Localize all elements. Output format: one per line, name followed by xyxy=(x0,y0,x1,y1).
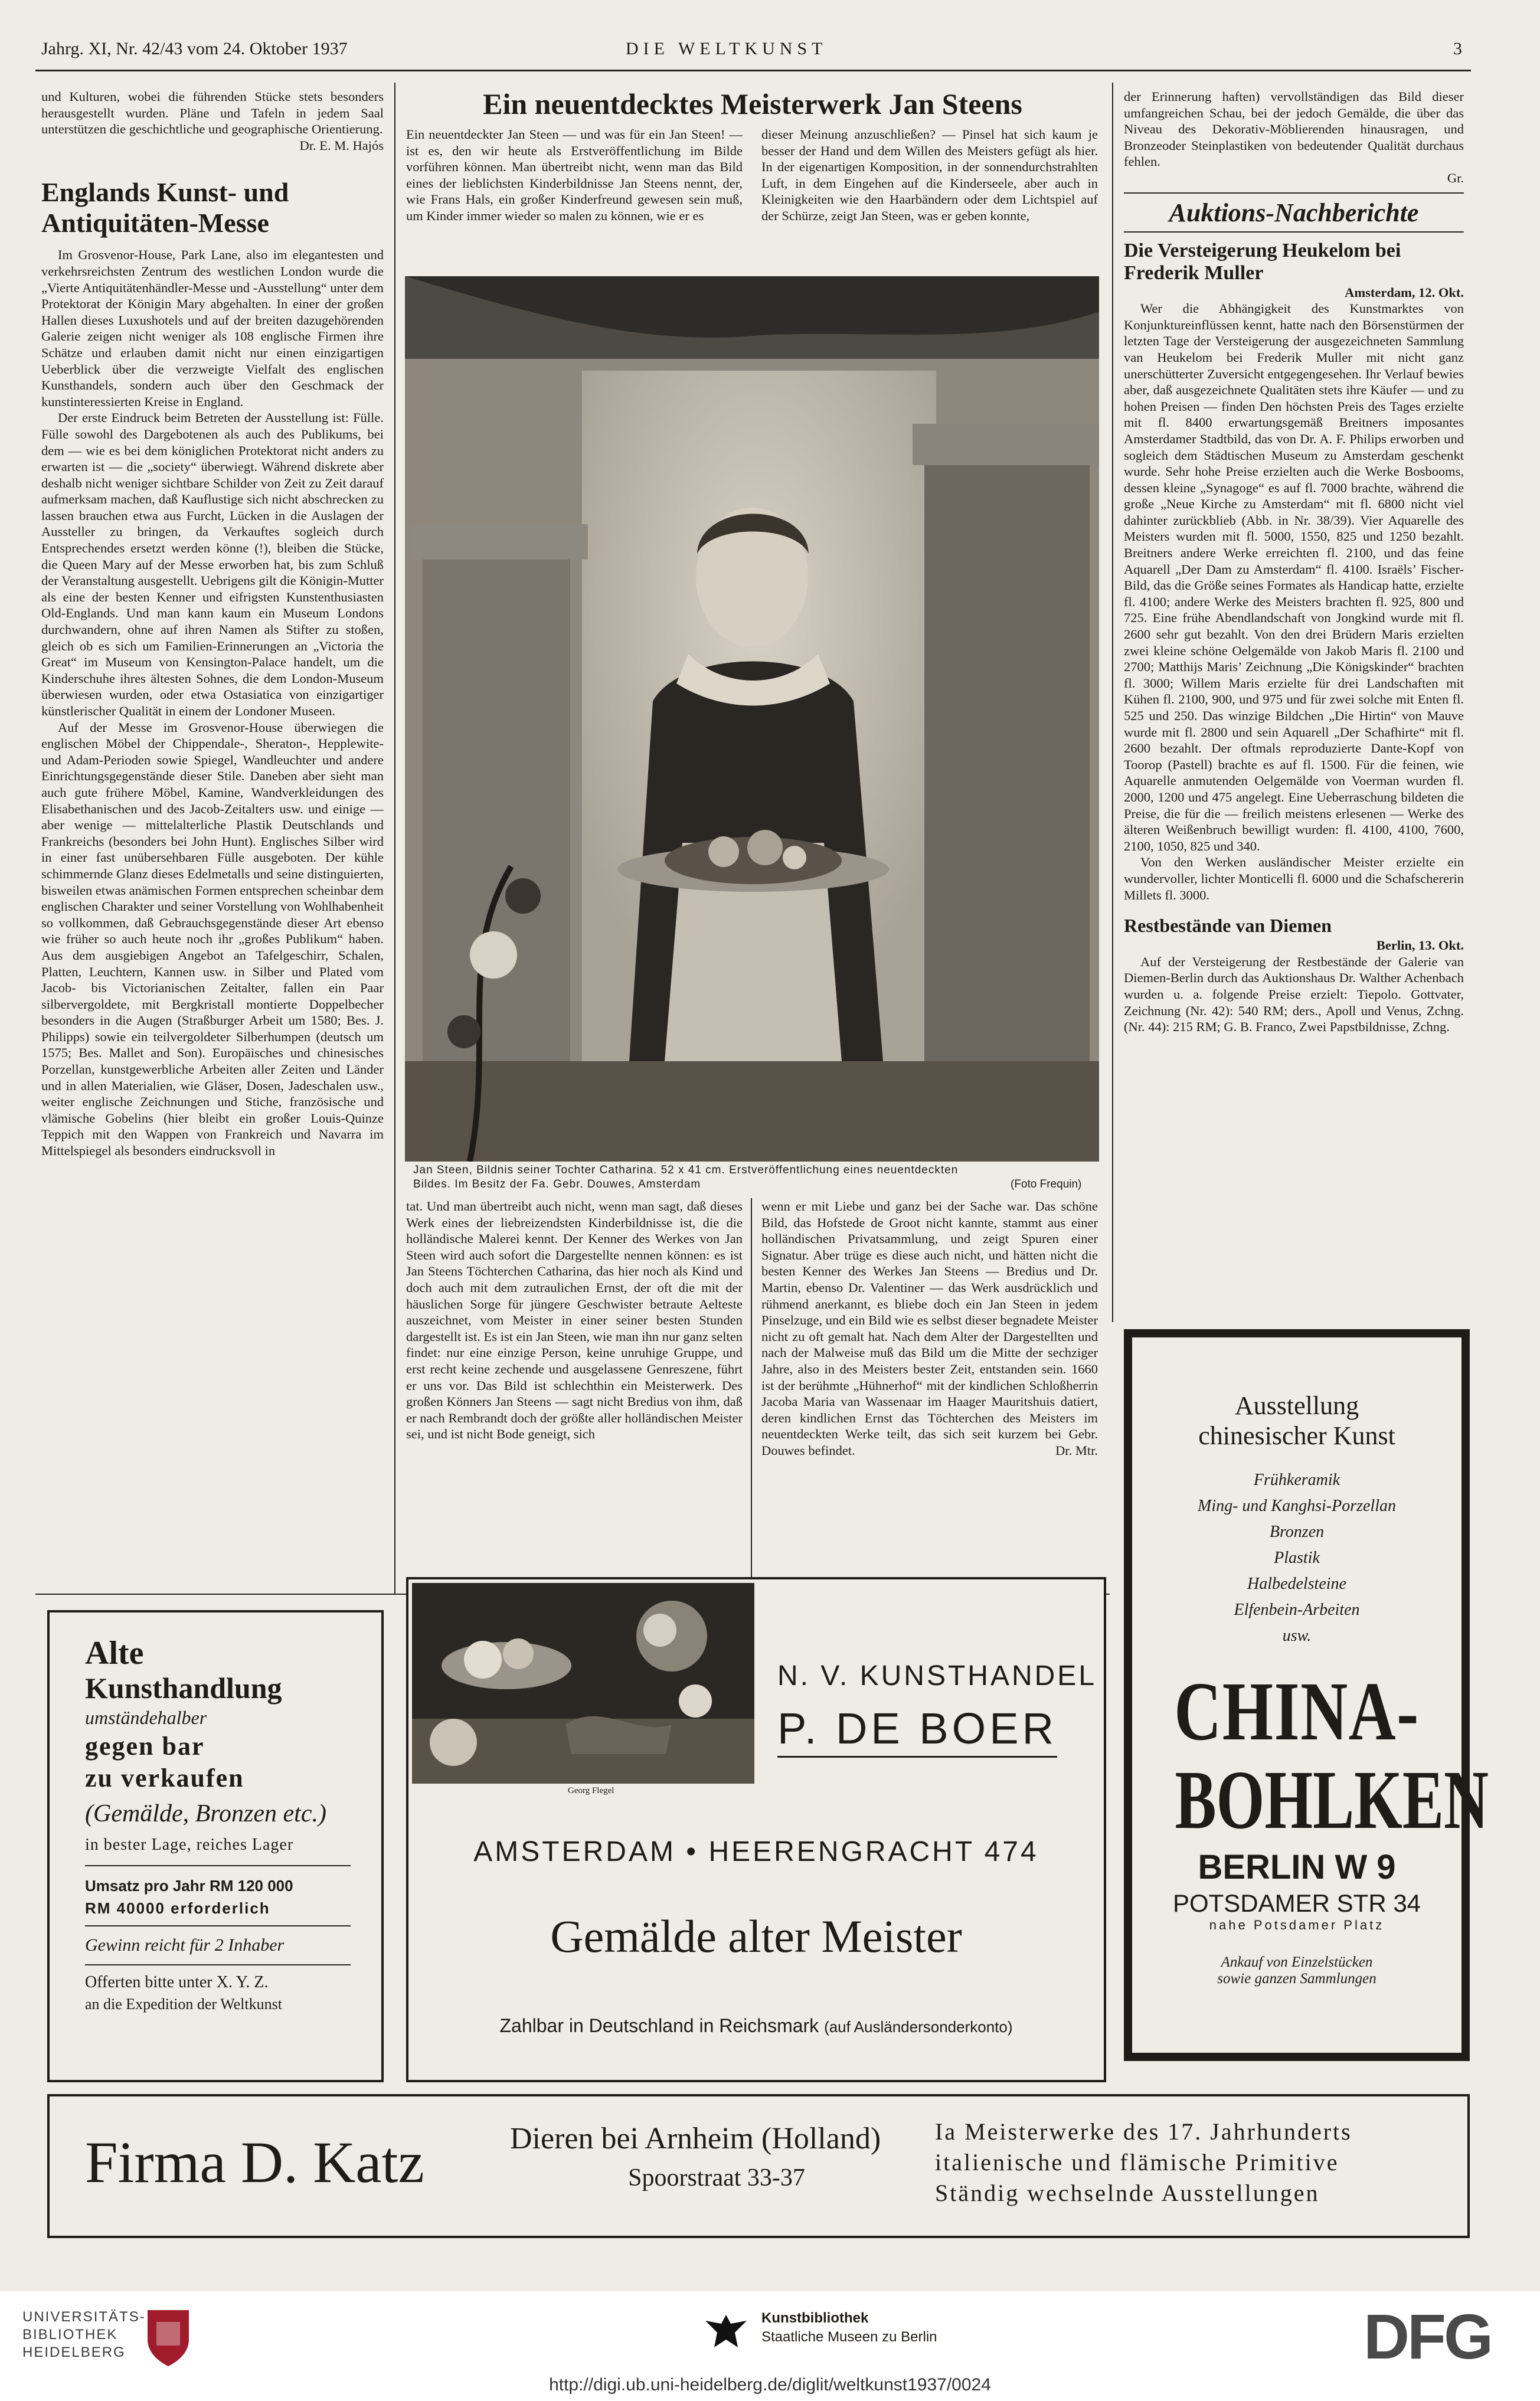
intro-signature: Dr. E. M. Hajós xyxy=(299,138,384,153)
intro-signature: Gr. xyxy=(1447,170,1464,185)
ad-heading: gegen bar xyxy=(85,1732,205,1761)
ad-text: Ständig wechselnde Ausstellungen xyxy=(935,2180,1320,2206)
ad-slogan: Gemälde alter Meister xyxy=(550,1911,962,1962)
partner-name: Staatliche Museen zu Berlin xyxy=(761,2329,937,2345)
article-paragraph: wenn er mit Liebe und ganz bei der Sache war. Das schöne Bild, das Hofstede de Groot nicht kannte, stammt aus einer holländischen Privatsammlung, und zeigt Spuren einer Signatur. Aber trüge es diese auch nicht, und hätten nicht die besten Kenner des Werkes Jan Steens — Bredius und Dr. Martin, ebenso Dr. Valentiner — das Werk ausdrücklich und rühmend anerkannt, es bliebe doch ein Jan Steen in jedem Pinselzuge, und ein Bild wie es selbst dieser begnadete Meister nicht zu oft gemalt hat. Nach dem Alter der Dargestellten und nach der Malweise muß das Bild um die Mitte der sechziger Jahre, also in des Meisters bester Zeit, entstanden sein. 1660 ist der berühmte „Hühnerhof“ mit der kindlichen Schloßherrin Jacoba Maria van Wassenaar im Haager Mauritshuis datiert, deren kindlichen Ernst das Töchterchen des Meisters im neuentdeckten Werke teilt, das sich seit kurzem bei Gebr. Douwes befindet. xyxy=(761,1199,1098,1458)
column-1 xyxy=(41,89,384,1599)
header-rule xyxy=(35,70,1471,71)
report-dateline: Amsterdam, 12. Okt. xyxy=(1345,284,1464,300)
ad-china-bohlken xyxy=(1124,1329,1489,2061)
ad-alte-kunsthandlung xyxy=(47,1610,384,2082)
section-title: Auktions-Nachberichte xyxy=(1169,198,1419,227)
section-rule xyxy=(1124,192,1464,194)
ad-near: nahe Potsdamer Platz xyxy=(1209,1918,1385,1932)
intro-text: der Erinnerung haften) vervollständigen das Bild dieser umfangreichen Schau, bei der jedoch Gemälde, die über das Niveau des Dekorativ-Möblierenden hinausragen, und Bronzeoder Steinplastiken von bedeutender Qualität durchaus fehlen. xyxy=(1124,89,1464,169)
ad-rule xyxy=(85,1865,351,1866)
partner-name: Kunstbibliothek xyxy=(761,2310,869,2326)
ad-note xyxy=(408,2015,1104,2037)
page-number: 3 xyxy=(1453,39,1462,58)
ad-street: POTSDAMER STR 34 xyxy=(1172,1889,1421,1917)
ad-text: Ia Meisterwerke des 17. Jahrhunderts xyxy=(935,2118,1352,2145)
ad-text: umständehalber xyxy=(85,1707,207,1728)
ad-text: Gewinn reicht für 2 Inhaber xyxy=(85,1935,285,1955)
ad-heading: Alte xyxy=(85,1635,144,1671)
ad-heading: Kunsthandlung xyxy=(85,1671,282,1705)
report-heading: Restbestände van Diemen xyxy=(1124,915,1332,937)
ad-text: Umsatz pro Jahr RM 120 000 xyxy=(85,1877,293,1895)
article-paragraph: Der erste Eindruck beim Betreten der Ausstellung ist: Fülle. Fülle sowohl des Dargebotenen als auch des Publikums, bei dem — wie es bei dem königlichen Protektorat nicht anders zu erwarten ist — die „society“ überwiegt. Während diskrete aber deshalb nicht weniger sichtbare Schilder von Zeit zu Zeit darauf aufmerksam machen, daß Kauflustige sich nicht abschrecken zu lassen brauchen etwa aus Furcht, Lücken in die Auslagen der Aussteller zu bringen, da Verkauftes sogleich durch Entsprechendes ersetzt werden könne (!), bleiben die Stücke, die Queen Mary auf der Messe erworben hat, bis zum Schluß der Veranstaltung ausgestellt. Uebrigens gilt die Königin-Mutter als eine der besten Kenner und eifrigsten Kunstenthusiasten Old-Englands. Und man kann kaum ein Museum Londons durchwandern, ohne auf ihren Namen als Stifter zu stoßen, gleich ob es sich um Familien-Erinnerungen an „Victoria the Great“ im Museum von Kensington-Palace handelt, um die Kinderschuhe ihres ältesten Sohnes, die dem London-Museum überwiesen wurden, oder etwa Ostasiatica von einzigartiger künstlerischer Qualität in einem der Londoner Museen. xyxy=(41,410,384,718)
column-rule xyxy=(394,83,395,1594)
ad-street: Spoorstraat 33-37 xyxy=(628,2164,805,2191)
ad-city: BERLIN W 9 xyxy=(1198,1848,1396,1886)
ad-heading: P. DE BOER xyxy=(777,1703,1057,1758)
university-seal-icon xyxy=(142,2304,195,2369)
center-top-right-text: dieser Meinung anzuschließen? — Pinsel hat sich kaum je besser der Hand und dem Willen des Meisters gefügt als hier. In der eigenartigen Komposition, in der sonnendurchstrahlten Luft, in dem Eingehen auf die Kinderseele, aber auch in Kleinigkeiten wie den Haarbändern oder dem Lichtspiel auf der Schürze, zeigt Jan Steen, was er geben konnte, xyxy=(761,127,1098,223)
ad-payment-note: (auf Ausländersonderkonto) xyxy=(824,2018,1013,2036)
article-title: Englands Kunst- und Antiquitäten-Messe xyxy=(41,177,289,238)
ad-note: sowie ganzen Sammlungen xyxy=(1217,1971,1376,1987)
ad-item: Plastik xyxy=(1274,1549,1320,1567)
ad-address: AMSTERDAM • HEERENGRACHT 474 xyxy=(473,1836,1039,1867)
ad-firma-katz xyxy=(47,2094,1470,2238)
ad-text: RM 40000 erforderlich xyxy=(85,1899,270,1917)
ad-text: Offerten bitte unter X. Y. Z. xyxy=(85,1973,269,1991)
source-url[interactable]: http://digi.ub.uni-heidelberg.de/diglit/weltkunst1937/0024 xyxy=(549,2375,991,2395)
running-header-title: DIE WELTKUNST xyxy=(626,39,828,58)
article-title: Ein neuentdecktes Meisterwerk Jan Steens xyxy=(483,87,1022,120)
report-heading: Die Versteigerung Heukelom bei Frederik Muller xyxy=(1124,239,1401,284)
still-life-painting xyxy=(412,1583,754,1784)
report-paragraph: Auf der Versteigerung der Restbestände der Galerie van Diemen-Berlin durch das Auktionshaus Dr. Walther Achenbach wurden u. a. folgende Preise erzielt: Tiepolo. Gottvater, Zeichnung (Nr. 42): 540 RM; ders., Apoll und Venus, Zchng. (Nr. 44): 215 RM; G. B. Franco, Zwei Papstbildnisse, Zchng. xyxy=(1124,954,1464,1035)
dfg-logo: DFG xyxy=(1364,2301,1491,2372)
column-4 xyxy=(1124,89,1464,1316)
ad-text: an die Expedition der Weltkunst xyxy=(85,1996,282,2013)
article-signature: Dr. Mtr. xyxy=(1055,1442,1098,1458)
ad-text: in bester Lage, reiches Lager xyxy=(85,1836,294,1854)
section-rule xyxy=(1124,231,1464,233)
intro-text: und Kulturen, wobei die führenden Stücke stets besonders herausgestellt wurden. Pläne und Tafeln in jedem Saal unterstützen die geschichtliche und geographische Orientierung. xyxy=(41,89,384,137)
ad-rule xyxy=(85,1964,351,1965)
ad-p-de-boer xyxy=(406,1577,1106,2082)
eagle-icon xyxy=(702,2309,750,2350)
ad-text: (Gemälde, Bronzen etc.) xyxy=(85,1800,326,1827)
ad-brand: BOHLKEN xyxy=(1175,1753,1489,1846)
article-paragraph: Auf der Messe im Grosvenor-House überwiegen die englischen Möbel der Chippendale-, Sheraton-, Hepplewite- und Adam-Perioden sowie Spiegel, Wandleuchter und andere Einrichtungsgegenstände dieser Stile. Daneben aber sieht man auch gute frühere Möbel, Kamine, Wandverkleidungen des Elisabethanischen und des Jacob-Zeitalters usw. und einige — aber wenige — mittelalterliche Plastik Deutschlands und Frankreichs (besonders bei John Hunt). Englisches Silber wird in einer fast unübersehbaren Fülle ausgeboten. Der kühle schimmernde Glanz dieses Edelmetalls und seine distinguierten, bisweilen etwas anämischen Formen entsprechen scheinbar dem englischen Charakter und seiner Vorstellung von Wohlhabenheit so vollkommen, daß Gebrauchsgegenstände dieser Art ebenso wie früher so auch heute noch ihr „großes Publikum“ haben. Aus dem ausgiebigen Angebot an Tafelgeschirr, Schalen, Platten, Leuchtern, Kannen usw. in Silber und Plated vom Jacob- bis Victorianischen Zeitalter, fallen ein Paar silbervergoldete, mit Bergkristall montierte Doppelbecher besonders in die Augen (Straßburger Arbeit um 1580; Bes. J. Philipps) sowie ein teilvergoldeter Silberhumpen (deutsch um 1575; Bes. Mallet and Son). Europäisches und chinesisches Porzellan, kunstgewerbliche Arbeiten aller Zeiten und Länder und in allen Materialien, wie Gläser, Dosen, Jadeschalen usw., weiter englische Zeichnungen und Stiche, französische und vlämische Gobelins (hier bleibt ein großer Louis-Quinze Teppich mit den Wappen von Frankreich und Navarra im Mittelspiegel als besonders eindrucksvoll in xyxy=(41,719,384,1159)
footer-band xyxy=(0,2291,1540,2401)
painting-caption-line-2: Bildes. Im Besitz der Fa. Gebr. Douwes, Amsterdam xyxy=(413,1178,701,1190)
article-paragraph: Im Grosvenor-House, Park Lane, also im elegantesten und verkehrsreichsten Zentrum des westlichen London wurde die „Vierte Antiquitätenhändler-Messe und -Ausstellung“ unter dem Protektorat der Königin Mary abgehalten. In einer der großen Hallen dieses Luxushotels und auf der breiten dazugehörenden Galerie zeigen nicht weniger als 108 englische Firmen ihre Schätze und erlauben damit nicht nur einen einzigartigen Ueberblick über die verzweigte Vielfalt des englischen Kunsthandels, sondern auch über den Geschmack der kunstinteressierten Kreise in England. xyxy=(41,247,384,409)
ad-item: usw. xyxy=(1282,1627,1312,1645)
center-bottom-right-text xyxy=(761,1198,1098,1588)
ad-item: Frühkeramik xyxy=(1253,1471,1340,1489)
center-top-left-text: Ein neuentdeckter Jan Steen — und was für ein Jan Steen! — ist es, den wir heute als Erstveröffentlichung im Bilde vorführen können. Man übertreibt nicht, wenn man das Bild eines der lieblichsten Kinderbildnisse Jan Steens nennt, der, wie Frans Hals, ein großer Kinderfreund gewesen sein muß, um Kinder immer wieder so malen zu können, wie er es xyxy=(406,127,743,223)
center-bottom-left-text: tat. Und man übertreibt auch nicht, wenn man sagt, daß dieses Werk eines der liebreizendsten Kinderbildnisse ist, die die holländische Malerei kennt. Der Kenner des Werkes von Jan Steen wird auch sofort die Dargestellte nennen können: es ist Jan Steens Töchterchen Catharina, das hier noch als Kind und doch auch mit dem zutraulichen Ernst, der oft die mit der häuslichen Sorge für jüngere Geschwister betraute Aelteste auszeichnet, vom Meister in einer seiner besten Stunden dargestellt ist. Es ist ein Jan Steen, wie man ihn nur ganz selten findet: nur eine einzige Person, keine unruhige Gruppe, und erst recht keine zechende und ausgelassene Genreszene, führt er uns vor. Das Bild ist schlechthin ein Meisterwerk. Des großen Könners Jan Steens — sagt nicht Bredius von ihm, daß er nach Rembrandt doch der größte aller holländischen Meister sei, und ist nicht Bode geneigt, sich xyxy=(406,1199,743,1442)
painting-caption: Georg Flegel xyxy=(568,1786,614,1795)
library-name: UNIVERSITÄTS- xyxy=(22,2309,146,2325)
report-dateline: Berlin, 13. Okt. xyxy=(1376,938,1464,953)
ad-firm-name: Firma D. Katz xyxy=(85,2130,424,2195)
ad-heading: Ausstellung xyxy=(1234,1391,1359,1420)
ad-rule xyxy=(85,1925,351,1926)
ad-note: Ankauf von Einzelstücken xyxy=(1221,1954,1373,1970)
ad-text: italienische und flämische Primitive xyxy=(935,2149,1339,2176)
report-paragraph: Wer die Abhängigkeit des Kunstmarktes von Konjunktureinflüssen kennt, hatte nach den Börsenstürmen der letzten Tage der Versteigerung der ausgezeichneten Sammlung van Heukelom bei Frederik Muller mit nicht ganz unerschütterter Zuversicht entgegengesehen. Ihr Verlauf bewies aber, daß ausgezeichnete Qualitäten stets ihre Käufer — und zu hohen Preisen — finden Den höchsten Preis des Tages erzielte mit fl. 8400 erwartungsgemäß Breitners imposantes Amsterdamer Stadtbild, das von Dr. A. F. Philips erworben und sogleich dem Städtischen Museum zu Amsterdam geschenkt wurde. Sehr hohe Preise erzielten auch die Werke Bosbooms, dessen kleine „Synagoge“ es auf fl. 7000 brachte, während die große „Neue Kirche zu Amsterdam“ mit fl. 6800 nicht viel dahinter zurückblieb (Abb. in Nr. 38/39). Vier Aquarelle des Meisters wurden mit fl. 5000, 1550, 825 und 1250 bezahlt. Breitners andere Werke erreichten fl. 2100, und das feine Aquarell „Der Dam zu Amsterdam“ fl. 4100. Israëls’ Fischer-Bild, das die Größe seines Formates als Handicap hatte, erzielte fl. 4100; andere Werke des Meisters brachten fl. 925, 800 und 725. Eine frühe Abendlandschaft von Jongkind wurde mit fl. 2600 sehr gut bezahlt. Von den drei Brüdern Maris erzielten zwei kleine schöne Oelgemälde von Jakob Maris fl. 2100 und 2700; Matthijs Maris’ Zeichnung „Die Königskinder“ brachten fl. 3000; Willem Maris erzielte für drei Landschaften mit Kühen fl. 2100, 900, und 975 und für zwei solche mit Enten fl. 525 und 250. Das winzige Bildchen „Die Hirtin“ von Mauve wurde mit fl. 2800 und sein Aquarell „Der Schafhirte“ mit fl. 2600 bezahlt. Der oftmals reproduzierte Dante-Kopf von Toorop (Pastell) brachte es auf fl. 1500. Für die feinen, wie Aquarelle anmutenden Oelgemälde von Voerman wurden fl. 2000, 1200 und 475 angelegt. Eine Ueberraschung bildeten die Preise, die für die — freilich meistens erlesenen — Werke des älteren Weißenbruch bewilligt wurden: fl. 4100, 4100, 7600, 2100, 1050, 825 und 340. xyxy=(1124,301,1464,853)
ad-heading: chinesischer Kunst xyxy=(1198,1421,1395,1450)
column-rule xyxy=(751,1198,752,1588)
ad-city: Dieren bei Arnheim (Holland) xyxy=(510,2122,881,2155)
ad-heading: zu verkaufen xyxy=(85,1764,244,1792)
ad-item: Halbedelsteine xyxy=(1247,1575,1346,1593)
library-name: HEIDELBERG xyxy=(22,2344,126,2360)
ad-payment: Zahlbar in Deutschland in Reichsmark xyxy=(499,2015,819,2036)
library-name: BIBLIOTHEK xyxy=(22,2327,118,2343)
photo-credit: (Foto Frequin) xyxy=(1011,1178,1082,1190)
jan-steen-painting xyxy=(405,276,1099,1162)
ad-heading: N. V. KUNSTHANDEL xyxy=(777,1660,1097,1692)
report-paragraph: Von den Werken ausländischer Meister erzielte ein wundervoller, lichter Monticelli fl. 6000 und die Schafschererin Millets fl. 3000. xyxy=(1124,855,1464,902)
ad-item: Elfenbein-Arbeiten xyxy=(1234,1601,1360,1619)
running-header-left: Jahrg. XI, Nr. 42/43 vom 24. Oktober 1937 xyxy=(41,39,348,58)
painting-caption-line-1: Jan Steen, Bildnis seiner Tochter Catharina. 52 x 41 cm. Erstveröffentlichung eines neuentdeckten xyxy=(413,1164,959,1176)
ad-item: Ming- und Kanghsi-Porzellan xyxy=(1198,1497,1396,1515)
ad-item: Bronzen xyxy=(1269,1523,1325,1541)
ad-brand: CHINA- xyxy=(1174,1664,1420,1758)
column-rule xyxy=(1112,83,1113,1322)
